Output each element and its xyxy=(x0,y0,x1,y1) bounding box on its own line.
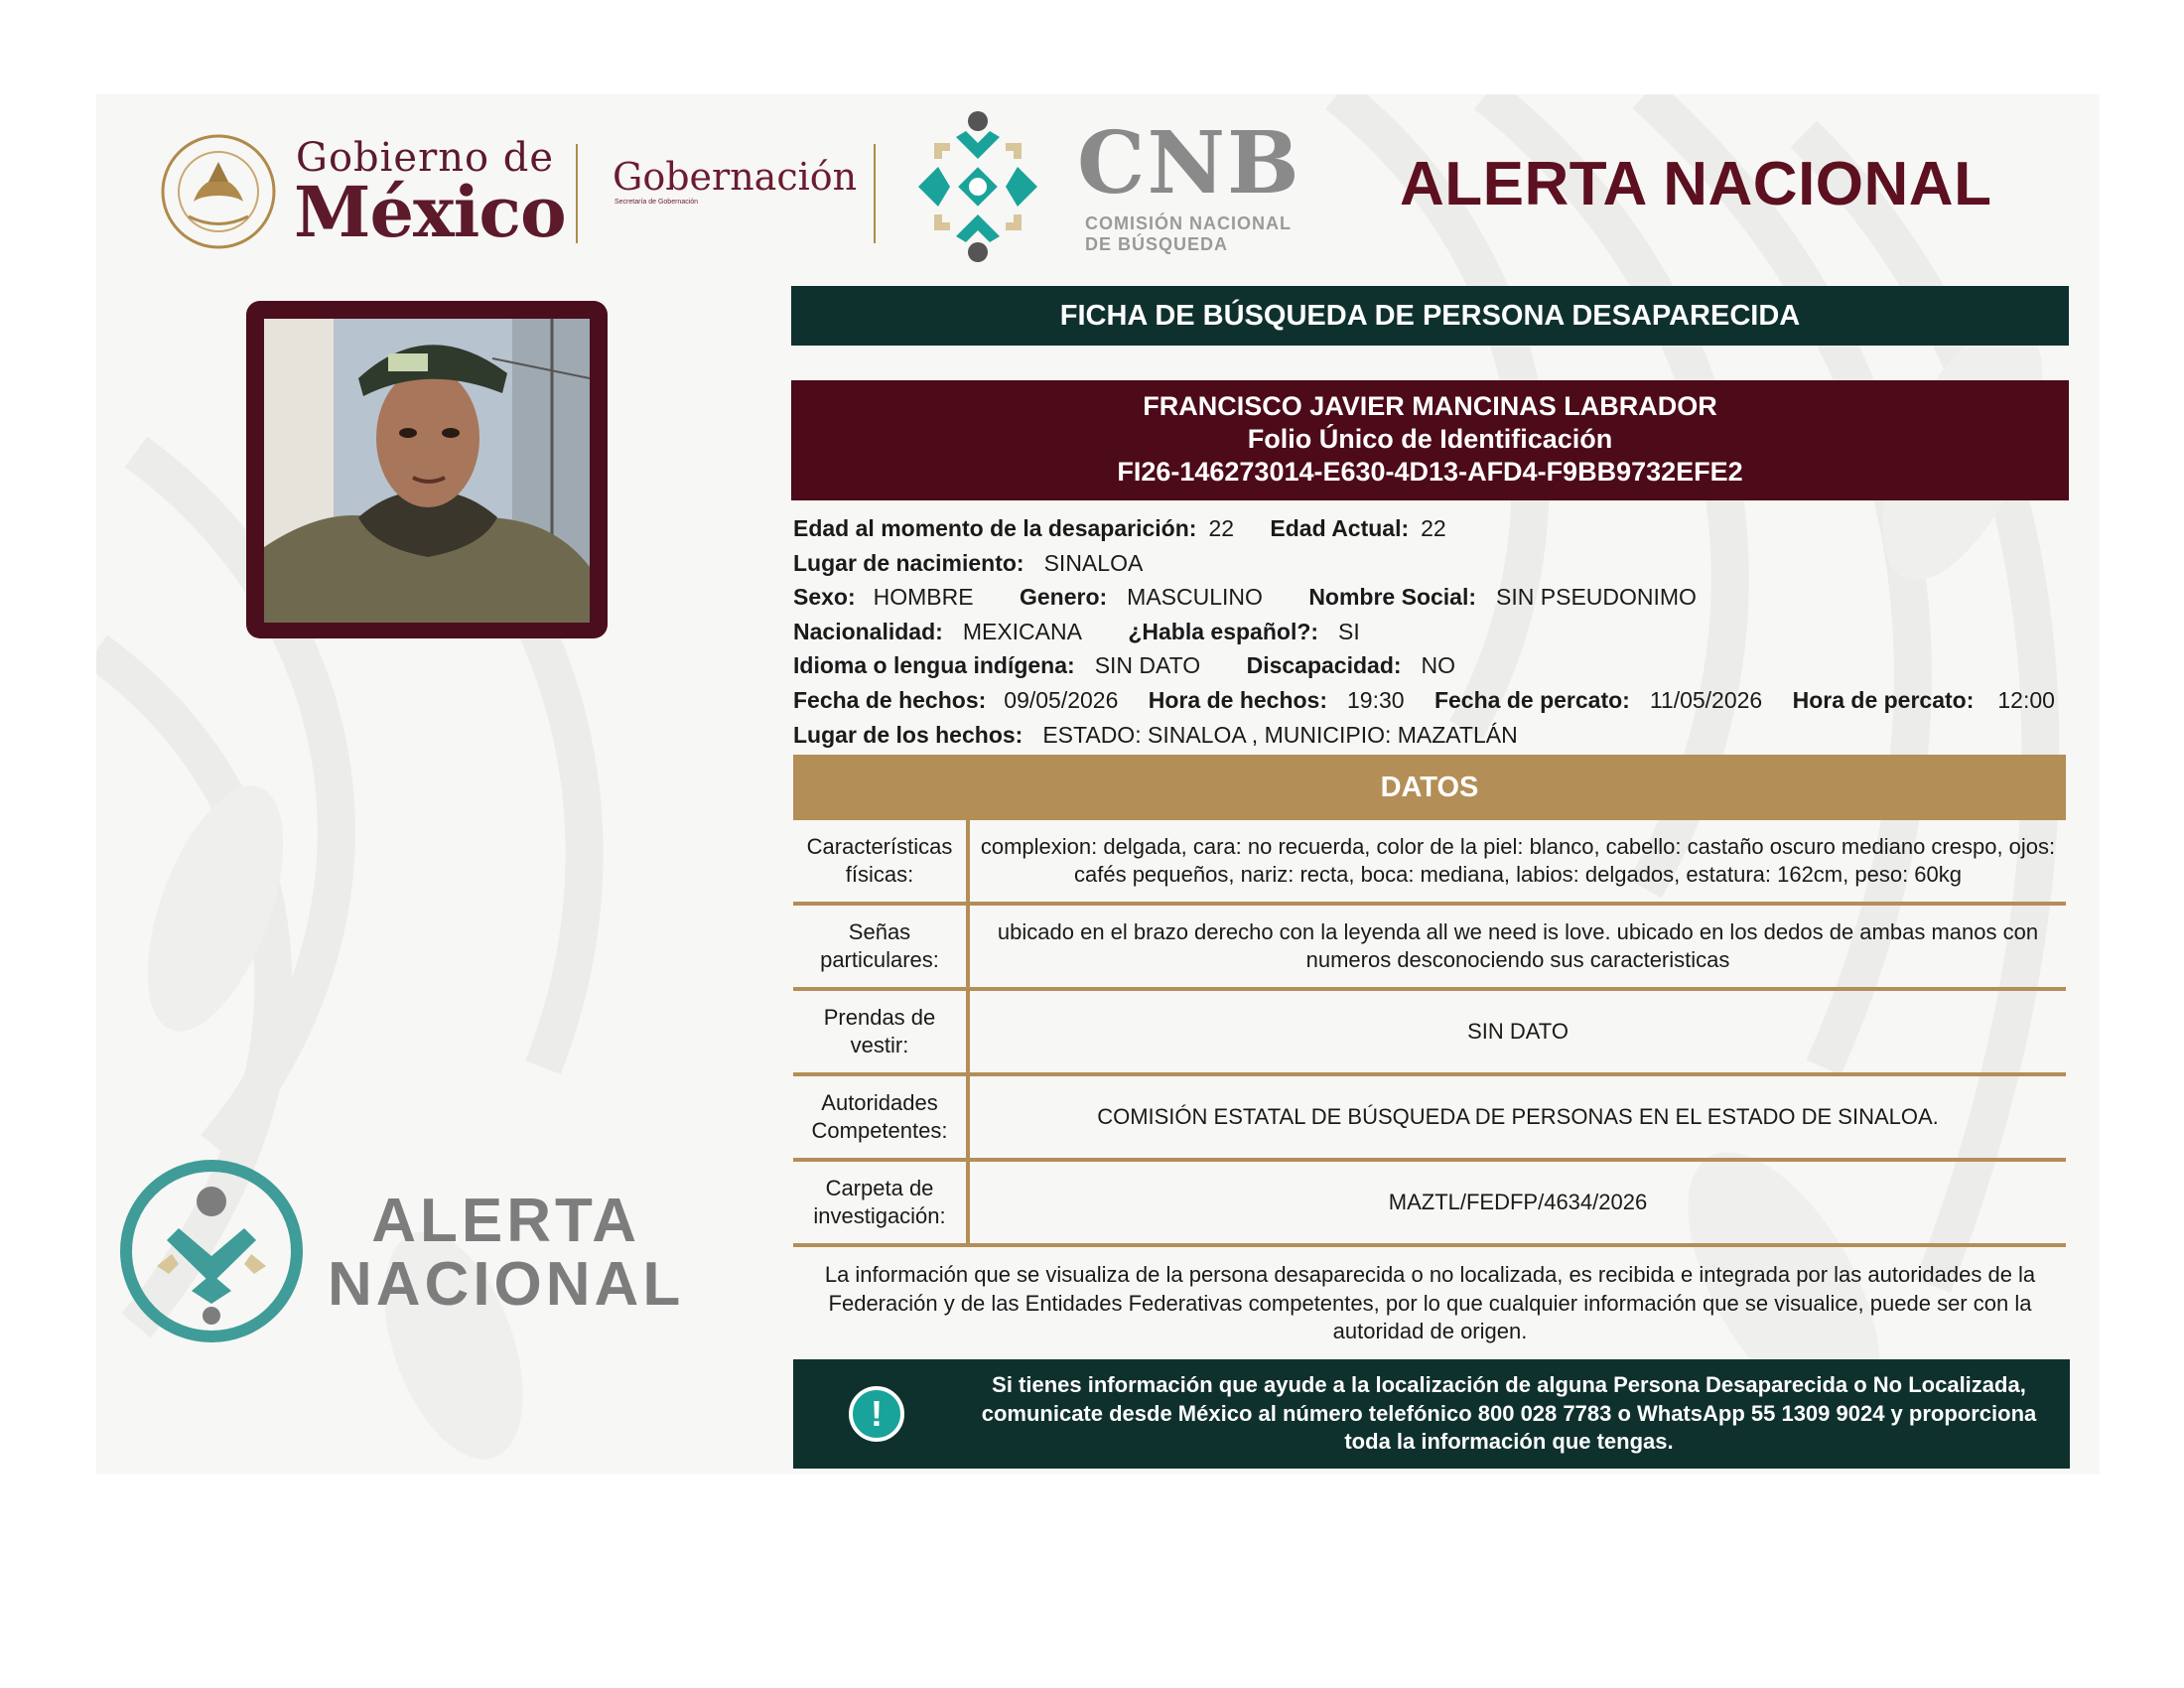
gobierno-de-text: Gobierno de xyxy=(296,135,555,181)
row-value: SIN DATO xyxy=(968,989,2066,1074)
field-row xyxy=(793,511,2055,546)
gobernacion-logo-text: Gobernación xyxy=(613,155,858,199)
header-divider xyxy=(576,144,578,243)
row-value: complexion: delgada, cara: no recuerda, color de la piel: blanco, cabello: castaño oscuro mediano crespo, ojos: cafés pequeños, nariz: recta, boca: mediana, labios: delgados, estatura: 162cm, peso: 60kg xyxy=(968,820,2066,904)
row-value: COMISIÓN ESTATAL DE BÚSQUEDA DE PERSONAS EN EL ESTADO DE SINALOA. xyxy=(968,1074,2066,1160)
field-row xyxy=(793,580,2055,615)
sexo-label: Sexo: xyxy=(793,584,856,611)
folio-label: Folio Único de Identificación xyxy=(1247,424,1613,454)
person-photo-image xyxy=(264,319,590,623)
hora-percato-value: 12:00 xyxy=(1997,686,2055,713)
field-row xyxy=(793,546,2055,581)
contact-info-text: Si tienes información que ayude a la localización de alguna Persona Desaparecida o No Localizada, comunicate desde México al número telefónico 800 028 7783 o WhatsApp 55 1309 9024 y proporciona toda la información que tengas. xyxy=(981,1372,2037,1454)
cnb-text: CNB xyxy=(1077,113,1301,213)
row-key: Autoridades Competentes: xyxy=(793,1074,968,1160)
table-row xyxy=(793,989,2066,1074)
disclaimer-text: La información que se visualiza de la persona desaparecida o no localizada, es recibida e integrada por las autoridades de la Federación y de las Entidades Federativas competentes, por lo que cualquier información que se visualice, puede ser con la autoridad de origen. xyxy=(824,1262,2036,1343)
nacionalidad-value: MEXICANA xyxy=(962,618,1082,644)
sexo-value: HOMBRE xyxy=(873,584,974,611)
person-fields xyxy=(793,511,2055,752)
idioma-value: SIN DATO xyxy=(1094,652,1201,679)
row-value: ubicado en el brazo derecho con la leyenda all we need is love. ubicado en los dedos de ambas manos con numeros desconociendo sus caracteristicas xyxy=(968,904,2066,989)
field-row xyxy=(793,718,2055,753)
lugar-nacimiento-value: SINALOA xyxy=(1043,549,1144,576)
edad-desaparicion-label: Edad al momento de la desaparición: xyxy=(793,515,1197,541)
fecha-percato-label: Fecha de percato: xyxy=(1433,686,1630,713)
datos-table xyxy=(793,820,2066,1247)
genero-label: Genero: xyxy=(1019,584,1108,611)
fecha-hechos-value: 09/05/2026 xyxy=(1004,686,1119,713)
hora-percato-label: Hora de percato: xyxy=(1792,686,1975,713)
logo-line1: ALERTA xyxy=(371,1187,641,1255)
header-divider xyxy=(874,144,876,243)
cnb-subtitle-line2: DE BÚSQUEDA xyxy=(1085,234,1229,254)
row-key: Prendas de vestir: xyxy=(793,989,968,1074)
table-row xyxy=(793,1160,2066,1245)
fecha-percato-value: 11/05/2026 xyxy=(1649,686,1763,713)
edad-actual-value: 22 xyxy=(1421,515,1446,541)
table-row xyxy=(793,820,2066,904)
table-row xyxy=(793,1074,2066,1160)
idioma-label: Idioma o lengua indígena: xyxy=(793,652,1075,679)
ficha-heading: FICHA DE BÚSQUEDA DE PERSONA DESAPARECIDA xyxy=(791,286,2069,346)
nombre-social-value: SIN PSEUDONIMO xyxy=(1496,584,1697,611)
nacionalidad-label: Nacionalidad: xyxy=(793,618,943,644)
cnb-subtitle xyxy=(1085,213,1292,255)
discapacidad-label: Discapacidad: xyxy=(1246,652,1402,679)
table-row xyxy=(793,904,2066,989)
row-key: Señas particulares: xyxy=(793,904,968,989)
lugar-nacimiento-label: Lugar de nacimiento: xyxy=(793,549,1024,576)
row-key: Carpeta de investigación: xyxy=(793,1160,968,1245)
hora-hechos-value: 19:30 xyxy=(1347,686,1405,713)
row-value: MAZTL/FEDFP/4634/2026 xyxy=(968,1160,2066,1245)
nombre-social-label: Nombre Social: xyxy=(1308,584,1477,611)
datos-heading: DATOS xyxy=(793,755,2066,820)
genero-value: MASCULINO xyxy=(1127,584,1263,611)
lugar-hechos-label: Lugar de los hechos: xyxy=(793,721,1024,748)
lugar-hechos-value: ESTADO: SINALOA , MUNICIPIO: MAZATLÁN xyxy=(1042,721,1518,748)
fecha-hechos-label: Fecha de hechos: xyxy=(793,686,987,713)
discapacidad-value: NO xyxy=(1421,652,1456,679)
cnb-subtitle-line1: COMISIÓN NACIONAL xyxy=(1085,213,1292,233)
edad-desaparicion-value: 22 xyxy=(1208,515,1235,541)
edad-actual-label: Edad Actual: xyxy=(1270,515,1410,541)
exclamation-icon: ! xyxy=(849,1386,904,1442)
person-name: FRANCISCO JAVIER MANCINAS LABRADOR xyxy=(1143,391,1717,421)
habla-espanol-value: SI xyxy=(1338,618,1360,644)
alerta-nacional-logo-icon xyxy=(117,1157,306,1345)
page-title: ALERTA NACIONAL xyxy=(1400,150,1992,218)
alerta-nacional-logo-text xyxy=(328,1187,685,1319)
mexico-text: México xyxy=(294,171,566,253)
logo-line2: NACIONAL xyxy=(328,1250,685,1319)
field-row xyxy=(793,648,2055,683)
person-photo xyxy=(264,319,590,623)
cnb-logo-icon xyxy=(898,107,1057,266)
habla-espanol-label: ¿Habla español?: xyxy=(1128,618,1319,644)
person-header xyxy=(791,380,2069,500)
gobernacion-subtext: Secretaría de Gobernación xyxy=(614,199,699,206)
folio-value: FI26-146273014-E630-4D13-AFD4-F9BB9732EFE2 xyxy=(1117,457,1743,487)
row-key: Características físicas: xyxy=(793,820,968,904)
field-row xyxy=(793,615,2055,649)
hora-hechos-label: Hora de hechos: xyxy=(1148,686,1328,713)
escudo-nacional-seal-icon xyxy=(159,132,278,251)
field-row xyxy=(793,683,2055,718)
